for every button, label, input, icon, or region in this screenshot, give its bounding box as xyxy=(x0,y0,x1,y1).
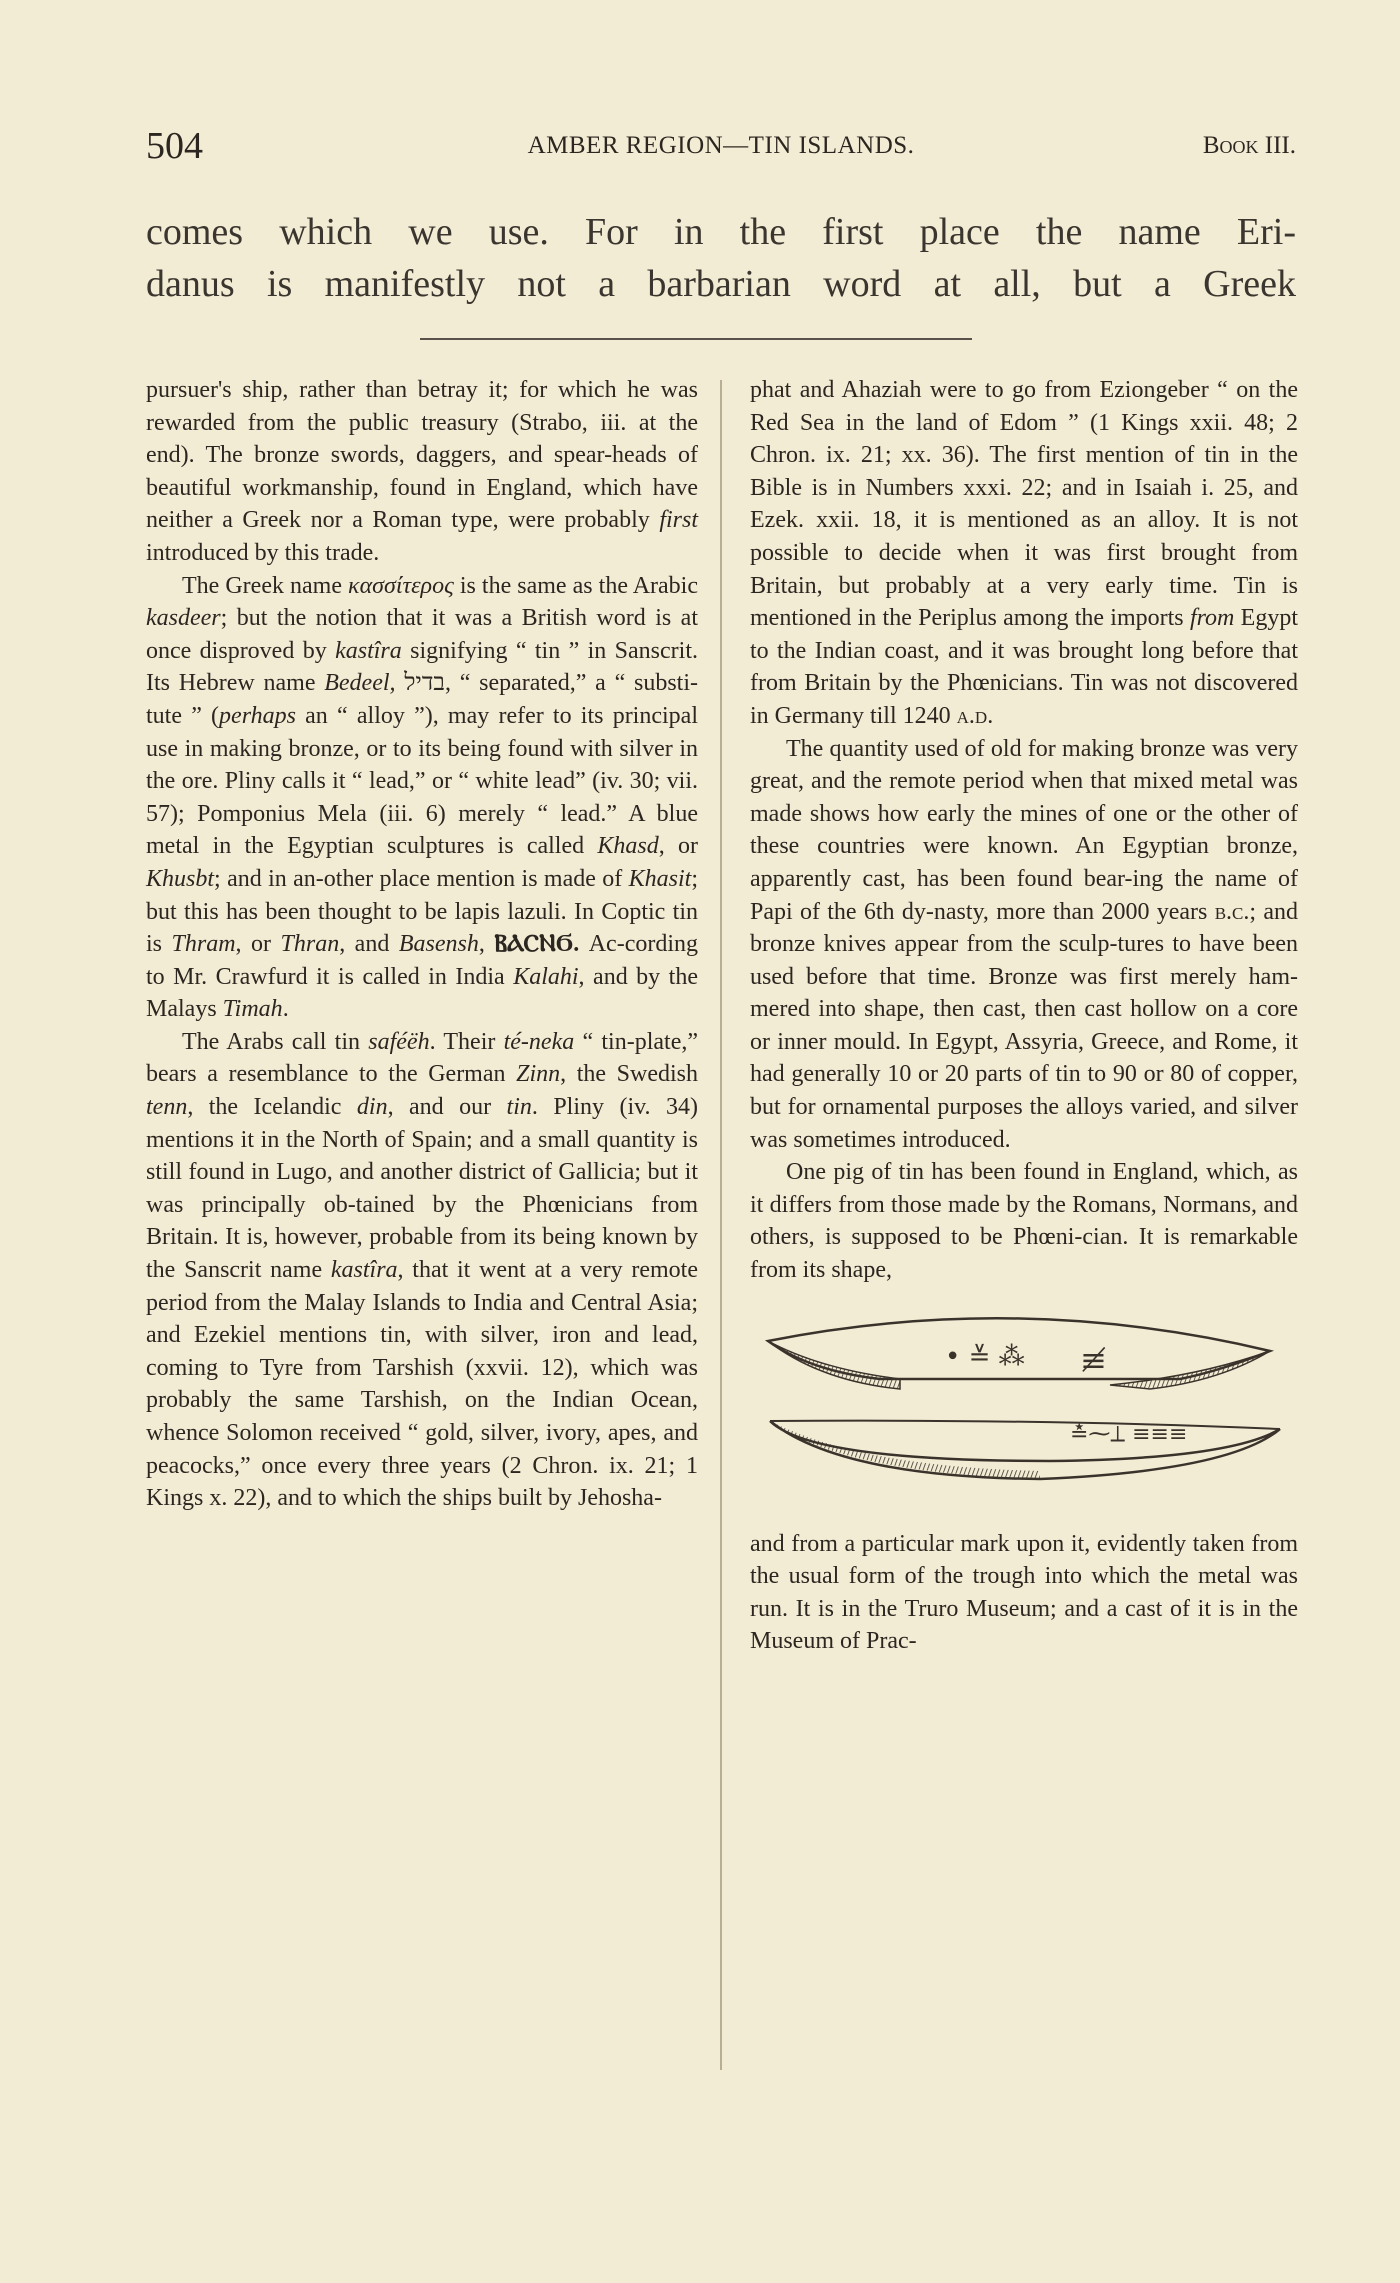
text-run: ; and bronze knives appear from the sculp-tures to have been used before that time. Bronze was first merely ham-mered into shape, then cast, then cast hollow on a core or inner mould. In Egypt, Assyria, Greece, and Rome, it had generally 10 or 20 parts of tin to 90 or 80 of copper, but for ornamental purposes the alloys varied, and silver was sometimes introduced. xyxy=(750,898,1298,1153)
text-run: , or xyxy=(658,833,699,860)
italic-term: saféëh xyxy=(368,1028,430,1055)
text-run: ; but this has been thought to be lapis lazuli. In Coptic tin is xyxy=(146,865,698,958)
italic-term: perhaps xyxy=(219,702,296,729)
ingot-rim-line xyxy=(770,1420,1280,1428)
running-head xyxy=(146,124,1296,174)
section-rule xyxy=(420,338,972,340)
text-run: , or xyxy=(235,931,281,958)
text-run: ; but the notion that it was a British word is at once disproved by xyxy=(146,605,698,664)
hebrew-term: בדיל xyxy=(404,670,445,697)
ingot-right-shading xyxy=(1110,1351,1270,1389)
text-run: is the same as the Arabic xyxy=(453,572,698,599)
right-paragraph-2 xyxy=(750,733,1298,1157)
text-run: , the Icelandic xyxy=(187,1094,357,1121)
left-paragraph-3 xyxy=(146,1026,698,1515)
text-run: Ac-cording to Mr. Crawfurd it is called in India xyxy=(146,931,699,990)
tin-ingot-icon xyxy=(750,1301,1298,1516)
greek-term: κασσίτερος xyxy=(348,572,454,599)
text-run: ; and in an-other place mention is made of xyxy=(214,865,629,892)
left-paragraph-1 xyxy=(146,374,698,570)
italic-term: Khasd xyxy=(597,833,659,860)
ingot-mark-right: ≢ xyxy=(1080,1340,1107,1379)
right-paragraph-3: One pig of tin has been found in England, which, as it differs from those made by the Romans, Normans, and others, is supposed to be Phœni-cian. It is remarkable from its shape, xyxy=(750,1159,1298,1284)
page-number: 504 xyxy=(146,125,203,167)
text-run: signifying “ tin ” in Sanscrit. Its Hebrew name xyxy=(146,637,698,697)
text-run: Egypt to the Indian coast, and it was brought long before that from Britain by the Phœnicians. Tin was not discovered in Germany till 1240 xyxy=(750,605,1299,729)
italic-term: tenn xyxy=(146,1094,188,1121)
opening-lines xyxy=(146,206,1296,310)
right-column xyxy=(750,374,1298,1658)
text-run: , the Swedish xyxy=(560,1061,698,1088)
italic-term: Khasit xyxy=(628,865,692,892)
italic-term: kastîra xyxy=(330,1257,398,1284)
small-caps-term: b.c. xyxy=(1214,898,1250,925)
italic-term: Thram xyxy=(171,931,236,958)
text-run: an “ alloy ”), may refer to its principal use in making bronze, or to its being found with silver in the ore. Pliny calls it “ lead,” or “ white lead” (iv. 30; vii. 57); Pomponius Mela (iii. 6) merely “ lead.” A blue metal in the Egyptian sculptures is called xyxy=(146,702,698,860)
ingot-mark-left: • ≚ ⁂ xyxy=(945,1341,1025,1372)
italic-term: tin xyxy=(506,1094,532,1121)
text-run: . xyxy=(282,996,289,1023)
italic-term: first xyxy=(659,507,698,534)
text-run: The quantity used of old for making bronze was very great, and the remote period when that mixed metal was made shows how early the mines of one or the other of these countries were known. An Egyptian bronze, apparently cast, has been found bear-ing the name of Papi of the 6th dy-nasty, more than 2000 years xyxy=(750,735,1298,925)
text-run: The Greek name xyxy=(182,572,349,599)
italic-term: Basensh xyxy=(398,931,479,958)
text-run: The Arabs call tin xyxy=(182,1028,369,1055)
left-column xyxy=(146,374,698,1515)
running-title: AMBER REGION—TIN ISLANDS. xyxy=(527,132,915,159)
right-paragraph-1 xyxy=(750,374,1298,733)
italic-term: Bedeel, xyxy=(324,670,396,697)
italic-term: from xyxy=(1189,605,1235,632)
italic-term: kastîra xyxy=(335,637,402,664)
text-run: introduced by this trade. xyxy=(146,539,380,566)
italic-term: Thran xyxy=(280,931,340,958)
text-run: pursuer's ship, rather than betray it; for which he was rewarded from the public treasury (Strabo, iii. at the end). The bronze swords, daggers, and spear-heads of beautiful workmanship, found in England, which have neither a Greek nor a Roman type, were probably xyxy=(146,377,698,534)
text-run: . Pliny (iv. 34) mentions it in the North of Spain; and a small quantity is still found in Lugo, and another district of Gallicia; but it was principally ob-tained by the Phœnicians from Britain. It is, however, probable from its being known by the Sanscrit name xyxy=(146,1094,698,1284)
text-run: phat and Ahaziah were to go from Eziongeber “ on the Red Sea in the land of Edom ” (1 Kings xxii. 48; 2 Chron. ix. 21; xx. 36). The first mention of tin in the Bible is in Numbers xxxi. 22; and in Isaiah i. 25, and Ezek. xxii. 18, it is mentioned as an alloy. It is not possible to decide when it was first brought from Britain, but probably at a very early time. Tin is mentioned in the Periplus among the imports xyxy=(750,377,1298,632)
text-run: , and our xyxy=(387,1094,507,1121)
opening-line-2: danus is manifestly not a barbarian word at all, but a Greek xyxy=(146,263,1296,305)
italic-term: Zinn xyxy=(516,1061,561,1088)
ingot-left-shading xyxy=(768,1341,900,1389)
italic-term: té-neka xyxy=(503,1028,575,1055)
book-label: Book III. xyxy=(1202,132,1296,159)
italic-term: Khusbt xyxy=(146,865,215,892)
italic-term: kasdeer xyxy=(146,605,221,632)
text-run: , and xyxy=(339,931,399,958)
small-caps-term: a.d. xyxy=(956,702,994,729)
right-paragraph-4: and from a particular mark upon it, evidently taken from the usual form of the trough into which the metal was run. It is in the Truro Museum; and a cast of it is in the Museum of Prac- xyxy=(750,1530,1298,1655)
italic-term: Kalahi xyxy=(513,963,579,990)
column-divider xyxy=(720,380,722,2070)
coptic-term: ⲂⲀⲤⲚϬ. xyxy=(494,931,580,958)
ingot-mark-lower: ≛⁓⟂ ≡≡≡ xyxy=(1070,1421,1188,1447)
tin-ingot-figure xyxy=(750,1301,1298,1516)
text-run: . Their xyxy=(429,1028,504,1055)
text-run: , “ separated,” a “ substi-tute ” ( xyxy=(146,670,698,729)
text-run: “ tin-plate,” bears a resemblance to the German xyxy=(146,1028,698,1088)
text-run: , and by the Malays xyxy=(146,963,698,1023)
text-run: , that it went at a very remote period from the Malay Islands to India and Central Asia; and Ezekiel mentions tin, with silver, iron and lead, coming to Tyre from Tarshish (xxvii. 12), which was probably the same Tarshish, on the Indian Ocean, whence Solomon received “ gold, silver, ivory, apes, and peacocks,” once every three years (2 Chron. ix. 21; 1 Kings x. 22), and to which the ships built by Jehosha- xyxy=(146,1257,698,1512)
italic-term: din xyxy=(356,1094,388,1121)
opening-line-1: comes which we use. For in the first place the name Eri- xyxy=(146,211,1296,253)
italic-term: Timah xyxy=(222,996,283,1023)
left-paragraph-2: The Greek name κασσίτερος is the same as the Arabic kasdeer; but the notion that it was a British word is at once disproved by kastîra signifying “ tin ” in Sanscrit. Its Hebrew name Bedeel, בדיל, “ separated,” a “ substi-tute ” (perhaps an “ alloy ”), may refer to its principal use in making bronze, or to its being found with silver in the ore. Pliny calls it “ lead,” or “ white lead” (iv. 30; vii. 57); Pomponius Mela (iii. 6) merely “ lead.” A blue metal in the Egyptian sculptures is called Khasd, or Khusbt; and in an-other place mention is made of Khasit; but this has been thought to be lapis lazuli. In Coptic tin is Thram, or Thran, and Basensh, ⲂⲀⲤⲚϬ. Ac-cording to Mr. Crawfurd it is called in India Kalahi, and by the Malays Timah. xyxy=(146,572,699,1023)
